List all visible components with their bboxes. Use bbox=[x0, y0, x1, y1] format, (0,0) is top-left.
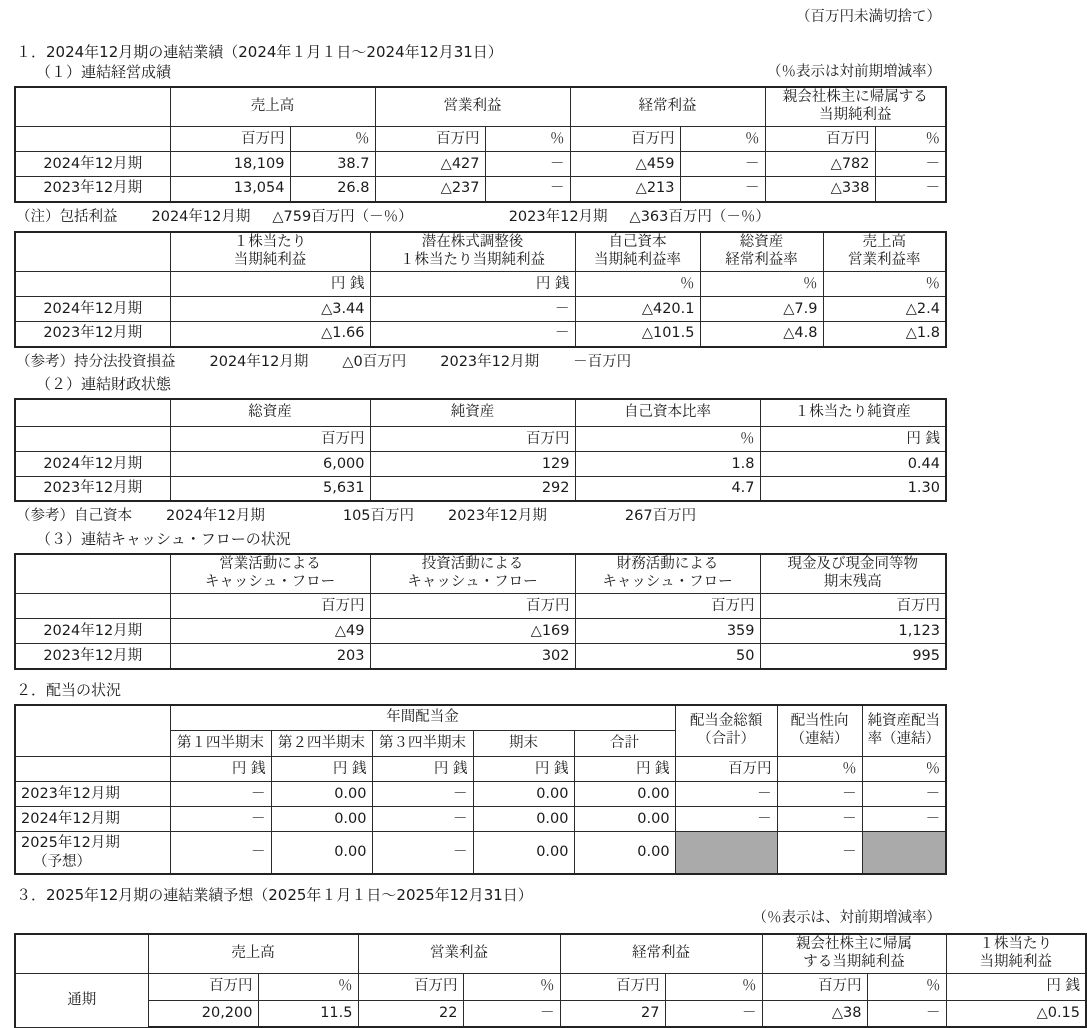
dividend-row2-label-line2: （予想） bbox=[33, 853, 91, 870]
cashflow-row0-label: 2024年12月期 bbox=[15, 619, 170, 644]
dividend-row0-val1: 0.00 bbox=[271, 782, 372, 807]
comprehensive-note-period1: 2024年12月期 bbox=[151, 208, 251, 225]
dividend-row1-val3: 0.00 bbox=[473, 807, 574, 832]
pershare-unit-3: ％ bbox=[700, 272, 823, 297]
results-row1-val7: － bbox=[875, 177, 946, 202]
dividend-table bbox=[14, 704, 947, 875]
dividend-row0-val6: － bbox=[777, 782, 862, 807]
results-header-ordinary-income: 経常利益 bbox=[570, 87, 765, 126]
pershare-unit-4: ％ bbox=[823, 272, 946, 297]
cashflow-unit-2: 百万円 bbox=[575, 594, 760, 619]
pershare-unit-0: 円 銭 bbox=[170, 272, 370, 297]
dividend-row0-label: 2023年12月期 bbox=[15, 782, 170, 807]
finpos-unit-2: ％ bbox=[575, 426, 760, 451]
equity-note-period1: 2024年12月期 bbox=[166, 508, 265, 525]
dividend-row2-val2: － bbox=[372, 832, 473, 874]
finpos-unit-3: 円 銭 bbox=[760, 426, 946, 451]
pershare-row0-val2: △420.1 bbox=[575, 297, 700, 322]
pershare-row1-val2: △101.5 bbox=[575, 322, 700, 347]
pct-note-section1: （％表示は対前期増減率） bbox=[767, 63, 941, 80]
dividend-header-yearend: 期末 bbox=[473, 731, 574, 757]
finpos-row1-val0: 5,631 bbox=[170, 476, 370, 501]
results-row1-val2: △237 bbox=[375, 177, 485, 202]
forecast-header-eps-line2: 当期純利益 bbox=[979, 953, 1052, 970]
cashflow-row1-val2: 50 bbox=[575, 644, 760, 669]
table-row bbox=[15, 152, 946, 177]
forecast-row0-val3: － bbox=[463, 1000, 560, 1027]
dividend-header-q3: 第３四半期末 bbox=[372, 731, 473, 757]
results-row0-val7: － bbox=[875, 152, 946, 177]
dividend-header-q1: 第１四半期末 bbox=[170, 731, 271, 757]
cashflow-unit-label-cell bbox=[15, 594, 170, 619]
results-row0-label: 2024年12月期 bbox=[15, 152, 170, 177]
pershare-row1-val4: △1.8 bbox=[823, 322, 946, 347]
results-row1-label: 2023年12月期 bbox=[15, 177, 170, 202]
dividend-corner-cell bbox=[15, 705, 170, 757]
dividend-row1-val6: － bbox=[777, 807, 862, 832]
results-row0-val5: － bbox=[680, 152, 765, 177]
dividend-row2-val5 bbox=[675, 832, 777, 874]
comprehensive-note-value1: △759百万円（－％） bbox=[272, 208, 413, 225]
pershare-header-roe-line2: 当期純利益率 bbox=[594, 252, 681, 269]
finpos-row0-val3: 0.44 bbox=[760, 451, 946, 476]
dividend-unit-7: ％ bbox=[862, 757, 946, 782]
dividend-row0-val7: － bbox=[862, 782, 946, 807]
equity-note-prefix: （参考）自己資本 bbox=[16, 508, 132, 525]
dividend-header-dividend-on-equity-line1: 純資産配当 bbox=[867, 713, 941, 730]
results-unit-0: 百万円 bbox=[170, 127, 290, 152]
finpos-row1-val3: 1.30 bbox=[760, 476, 946, 501]
pershare-header-eps bbox=[170, 232, 370, 271]
dividend-unit-0: 円 銭 bbox=[170, 757, 271, 782]
table-row bbox=[15, 451, 946, 476]
pershare-header-opmargin-line2: 営業利益率 bbox=[848, 252, 921, 269]
pershare-row1-val1: － bbox=[370, 322, 575, 347]
cashflow-row1-val1: 302 bbox=[370, 644, 575, 669]
pershare-row0-label: 2024年12月期 bbox=[15, 297, 170, 322]
equity-note-period2: 2023年12月期 bbox=[448, 508, 547, 525]
dividend-row2-val0: － bbox=[170, 832, 271, 874]
finpos-row1-val1: 292 bbox=[370, 476, 575, 501]
cashflow-header-financing-line2: キャッシュ・フロー bbox=[602, 574, 733, 591]
table-row bbox=[15, 807, 946, 832]
dividend-row1-val0: － bbox=[170, 807, 271, 832]
equity-method-note-period2: 2023年12月期 bbox=[440, 353, 540, 370]
pershare-header-roe bbox=[575, 232, 700, 271]
cashflow-header-cash-balance bbox=[760, 554, 946, 593]
pershare-row0-val4: △2.4 bbox=[823, 297, 946, 322]
dividend-unit-4: 円 銭 bbox=[574, 757, 675, 782]
finpos-row1-label: 2023年12月期 bbox=[15, 476, 170, 501]
comprehensive-note-prefix: （注）包括利益 bbox=[16, 208, 118, 225]
pershare-corner-cell bbox=[15, 232, 170, 271]
pershare-header-diluted-eps bbox=[370, 232, 575, 271]
finpos-unit-0: 百万円 bbox=[170, 426, 370, 451]
forecast-unit-4: 百万円 bbox=[560, 973, 665, 1000]
results-header-operating-income: 営業利益 bbox=[375, 87, 570, 126]
section1-sub2-title: （２）連結財政状態 bbox=[36, 375, 172, 394]
forecast-header-net-income-line2: する当期純利益 bbox=[803, 953, 905, 970]
forecast-header-operating-income: 営業利益 bbox=[358, 934, 560, 973]
forecast-header-eps bbox=[946, 934, 1086, 973]
forecast-unit-1: ％ bbox=[258, 973, 358, 1000]
section3-heading: ３．2025年12月期の連結業績予想（2025年１月１日～2025年12月31日） bbox=[16, 885, 533, 904]
forecast-row0-val1: 11.5 bbox=[258, 1000, 358, 1027]
pershare-unit-2: ％ bbox=[575, 272, 700, 297]
results-header-net-income bbox=[765, 87, 946, 126]
forecast-row0-val5: － bbox=[665, 1000, 762, 1027]
cashflow-row1-val3: 995 bbox=[760, 644, 946, 669]
results-row1-val6: △338 bbox=[765, 177, 875, 202]
dividend-unit-3: 円 銭 bbox=[473, 757, 574, 782]
forecast-table bbox=[14, 933, 1087, 1028]
finpos-unit-1: 百万円 bbox=[370, 426, 575, 451]
forecast-row0-val8: △0.15 bbox=[946, 1000, 1086, 1027]
equity-method-note-value2: －百万円 bbox=[573, 353, 632, 370]
dividend-header-payout-ratio bbox=[777, 705, 862, 757]
cashflow-table bbox=[14, 553, 947, 669]
forecast-unit-8: 円 銭 bbox=[946, 973, 1086, 1000]
pershare-row1-val3: △4.8 bbox=[700, 322, 823, 347]
dividend-row1-val5: － bbox=[675, 807, 777, 832]
dividend-header-total-amount bbox=[675, 705, 777, 757]
dividend-row2-val1: 0.00 bbox=[271, 832, 372, 874]
results-corner-cell bbox=[15, 87, 170, 126]
dividend-row1-val2: － bbox=[372, 807, 473, 832]
results-row1-val4: △213 bbox=[570, 177, 680, 202]
dividend-row0-val5: － bbox=[675, 782, 777, 807]
finpos-row0-label: 2024年12月期 bbox=[15, 451, 170, 476]
dividend-group-header: 年間配当金 bbox=[170, 705, 675, 731]
dividend-row2-val6: － bbox=[777, 832, 862, 874]
pershare-header-roa bbox=[700, 232, 823, 271]
per-share-ratios-table bbox=[14, 231, 947, 347]
finpos-row0-val1: 129 bbox=[370, 451, 575, 476]
finpos-row1-val2: 4.7 bbox=[575, 476, 760, 501]
results-row1-val1: 26.8 bbox=[290, 177, 375, 202]
pershare-header-opmargin-line1: 売上高 bbox=[862, 234, 906, 251]
section1-sub3-title: （３）連結キャッシュ・フローの状況 bbox=[36, 529, 291, 548]
pershare-header-diluted-eps-line1: 潜在株式調整後 bbox=[421, 234, 524, 251]
pershare-header-opmargin bbox=[823, 232, 946, 271]
equity-method-note-period1: 2024年12月期 bbox=[209, 353, 309, 370]
cashflow-row0-val0: △49 bbox=[170, 619, 370, 644]
results-row0-val4: △459 bbox=[570, 152, 680, 177]
dividend-row0-val3: 0.00 bbox=[473, 782, 574, 807]
forecast-header-eps-line1: １株当たり bbox=[979, 935, 1052, 952]
finpos-row0-val2: 1.8 bbox=[575, 451, 760, 476]
table-row bbox=[15, 644, 946, 669]
table-row bbox=[15, 177, 946, 202]
pershare-header-roa-line2: 経常利益率 bbox=[725, 252, 798, 269]
finpos-header-equity-ratio: 自己資本比率 bbox=[575, 399, 760, 426]
dividend-row2-label-line1: 2025年12月期 bbox=[21, 835, 120, 852]
forecast-row0-label: 通期 bbox=[15, 973, 148, 1027]
dividend-row0-val4: 0.00 bbox=[574, 782, 675, 807]
equity-note-value1: 105百万円 bbox=[342, 508, 415, 525]
results-unit-7: ％ bbox=[875, 127, 946, 152]
cashflow-header-operating-line2: キャッシュ・フロー bbox=[204, 574, 336, 591]
comprehensive-note-value2: △363百万円（－％） bbox=[629, 208, 770, 225]
cashflow-header-investing-line1: 投資活動による bbox=[421, 556, 524, 573]
results-row1-val0: 13,054 bbox=[170, 177, 290, 202]
consolidated-results-table bbox=[14, 86, 947, 202]
table-row bbox=[15, 782, 946, 807]
dividend-row0-val2: － bbox=[372, 782, 473, 807]
results-header-net-income-line1: 親会社株主に帰属する bbox=[782, 89, 928, 106]
dividend-row1-val4: 0.00 bbox=[574, 807, 675, 832]
dividend-header-payout-ratio-line1: 配当性向 bbox=[790, 713, 849, 730]
equity-note-value2: 267百万円 bbox=[624, 508, 697, 525]
results-row0-val2: △427 bbox=[375, 152, 485, 177]
dividend-row2-val7 bbox=[862, 832, 946, 874]
pershare-row1-label: 2023年12月期 bbox=[15, 322, 170, 347]
pershare-header-eps-line2: 当期純利益 bbox=[233, 252, 307, 269]
dividend-row2-val3: 0.00 bbox=[473, 832, 574, 874]
results-row1-val5: － bbox=[680, 177, 765, 202]
cashflow-corner-cell bbox=[15, 554, 170, 593]
table-row bbox=[15, 1000, 1086, 1027]
cashflow-header-financing-line1: 財務活動による bbox=[616, 556, 719, 573]
dividend-row0-val0: － bbox=[170, 782, 271, 807]
dividend-row1-val1: 0.00 bbox=[271, 807, 372, 832]
pershare-row0-val3: △7.9 bbox=[700, 297, 823, 322]
forecast-row0-val0: 20,200 bbox=[148, 1000, 258, 1027]
comprehensive-income-note bbox=[14, 208, 945, 228]
table-row bbox=[15, 297, 946, 322]
pct-note-section3: （％表示は、対前期増減率） bbox=[752, 910, 941, 927]
cashflow-row0-val2: 359 bbox=[575, 619, 760, 644]
rounding-note: （百万円未満切捨て） bbox=[796, 9, 941, 25]
forecast-header-net-income bbox=[762, 934, 946, 973]
cashflow-header-financing bbox=[575, 554, 760, 593]
cashflow-header-operating-line1: 営業活動による bbox=[219, 556, 321, 573]
finpos-header-bps: １株当たり純資産 bbox=[760, 399, 946, 426]
results-unit-3: ％ bbox=[485, 127, 570, 152]
section2-heading: ２．配当の状況 bbox=[16, 680, 122, 699]
dividend-header-total: 合計 bbox=[574, 731, 675, 757]
results-header-net-income-line2: 当期純利益 bbox=[819, 107, 892, 124]
forecast-unit-7: ％ bbox=[867, 973, 946, 1000]
pershare-row0-val1: － bbox=[370, 297, 575, 322]
forecast-unit-5: ％ bbox=[665, 973, 762, 1000]
results-row0-val0: 18,109 bbox=[170, 152, 290, 177]
equity-method-note-value1: △0百万円 bbox=[342, 353, 407, 370]
pershare-row1-val0: △1.66 bbox=[170, 322, 370, 347]
results-unit-2: 百万円 bbox=[375, 127, 485, 152]
table-row bbox=[15, 619, 946, 644]
dividend-header-payout-ratio-line2: （連結） bbox=[790, 731, 849, 748]
dividend-unit-6: ％ bbox=[777, 757, 862, 782]
cashflow-unit-1: 百万円 bbox=[370, 594, 575, 619]
finpos-header-total-assets: 総資産 bbox=[170, 399, 370, 426]
results-row0-val1: 38.7 bbox=[290, 152, 375, 177]
pershare-header-roe-line1: 自己資本 bbox=[608, 234, 667, 251]
results-unit-label-cell bbox=[15, 127, 170, 152]
dividend-header-q2: 第２四半期末 bbox=[271, 731, 372, 757]
cashflow-row1-label: 2023年12月期 bbox=[15, 644, 170, 669]
results-unit-4: 百万円 bbox=[570, 127, 680, 152]
financial-position-table bbox=[14, 398, 947, 502]
forecast-header-sales: 売上高 bbox=[148, 934, 358, 973]
forecast-row0-val2: 22 bbox=[358, 1000, 463, 1027]
dividend-unit-1: 円 銭 bbox=[271, 757, 372, 782]
cashflow-row0-val1: △169 bbox=[370, 619, 575, 644]
results-unit-5: ％ bbox=[680, 127, 765, 152]
dividend-header-total-amount-line2: （合計） bbox=[697, 731, 756, 748]
pershare-unit-label-cell bbox=[15, 272, 170, 297]
pershare-header-roa-line1: 総資産 bbox=[739, 234, 784, 251]
results-row0-val3: － bbox=[485, 152, 570, 177]
forecast-header-net-income-line1: 親会社株主に帰属 bbox=[796, 935, 912, 952]
results-header-sales: 売上高 bbox=[170, 87, 375, 126]
forecast-row0-val6: △38 bbox=[762, 1000, 867, 1027]
dividend-header-total-amount-line1: 配当金総額 bbox=[689, 713, 763, 730]
pershare-unit-1: 円 銭 bbox=[370, 272, 575, 297]
dividend-unit-label-cell bbox=[15, 757, 170, 782]
dividend-row1-label: 2024年12月期 bbox=[15, 807, 170, 832]
pershare-header-diluted-eps-line2: １株当たり当期純利益 bbox=[400, 252, 545, 269]
comprehensive-note-period2: 2023年12月期 bbox=[508, 208, 608, 225]
table-row bbox=[15, 832, 946, 874]
finpos-corner-cell bbox=[15, 399, 170, 426]
forecast-row0-val7: － bbox=[867, 1000, 946, 1027]
forecast-corner-cell bbox=[15, 934, 148, 973]
forecast-unit-6: 百万円 bbox=[762, 973, 867, 1000]
cashflow-row0-val3: 1,123 bbox=[760, 619, 946, 644]
results-unit-1: ％ bbox=[290, 127, 375, 152]
table-row bbox=[15, 322, 946, 347]
cashflow-unit-0: 百万円 bbox=[170, 594, 370, 619]
dividend-row2-label bbox=[15, 832, 170, 874]
dividend-header-dividend-on-equity bbox=[862, 705, 946, 757]
forecast-row0-val4: 27 bbox=[560, 1000, 665, 1027]
finpos-row0-val0: 6,000 bbox=[170, 451, 370, 476]
forecast-header-ordinary-income: 経常利益 bbox=[560, 934, 762, 973]
forecast-unit-3: ％ bbox=[463, 973, 560, 1000]
cashflow-row1-val0: 203 bbox=[170, 644, 370, 669]
results-row1-val3: － bbox=[485, 177, 570, 202]
dividend-unit-5: 百万円 bbox=[675, 757, 777, 782]
cashflow-header-investing bbox=[370, 554, 575, 593]
pershare-row0-val0: △3.44 bbox=[170, 297, 370, 322]
equity-method-note bbox=[14, 353, 945, 373]
forecast-unit-2: 百万円 bbox=[358, 973, 463, 1000]
results-row0-val6: △782 bbox=[765, 152, 875, 177]
dividend-header-dividend-on-equity-line2: 率（連結） bbox=[867, 731, 941, 748]
table-row bbox=[15, 476, 946, 501]
results-unit-6: 百万円 bbox=[765, 127, 875, 152]
finpos-unit-label-cell bbox=[15, 426, 170, 451]
finpos-header-net-assets: 純資産 bbox=[370, 399, 575, 426]
dividend-unit-2: 円 銭 bbox=[372, 757, 473, 782]
cashflow-header-operating bbox=[170, 554, 370, 593]
dividend-row2-val4: 0.00 bbox=[574, 832, 675, 874]
cashflow-unit-3: 百万円 bbox=[760, 594, 946, 619]
cashflow-header-investing-line2: キャッシュ・フロー bbox=[407, 574, 538, 591]
section1-heading: １．2024年12月期の連結業績（2024年１月１日～2024年12月31日） bbox=[16, 42, 503, 61]
section1-sub1-title: （１）連結経営成績 bbox=[36, 62, 172, 81]
equity-note bbox=[14, 507, 945, 527]
cashflow-header-cash-balance-line1: 現金及び現金同等物 bbox=[787, 556, 918, 573]
dividend-row1-val7: － bbox=[862, 807, 946, 832]
pershare-header-eps-line1: １株当たり bbox=[233, 234, 307, 251]
forecast-unit-0: 百万円 bbox=[148, 973, 258, 1000]
equity-method-note-prefix: （参考）持分法投資損益 bbox=[16, 353, 176, 370]
cashflow-header-cash-balance-line2: 期末残高 bbox=[823, 574, 882, 591]
